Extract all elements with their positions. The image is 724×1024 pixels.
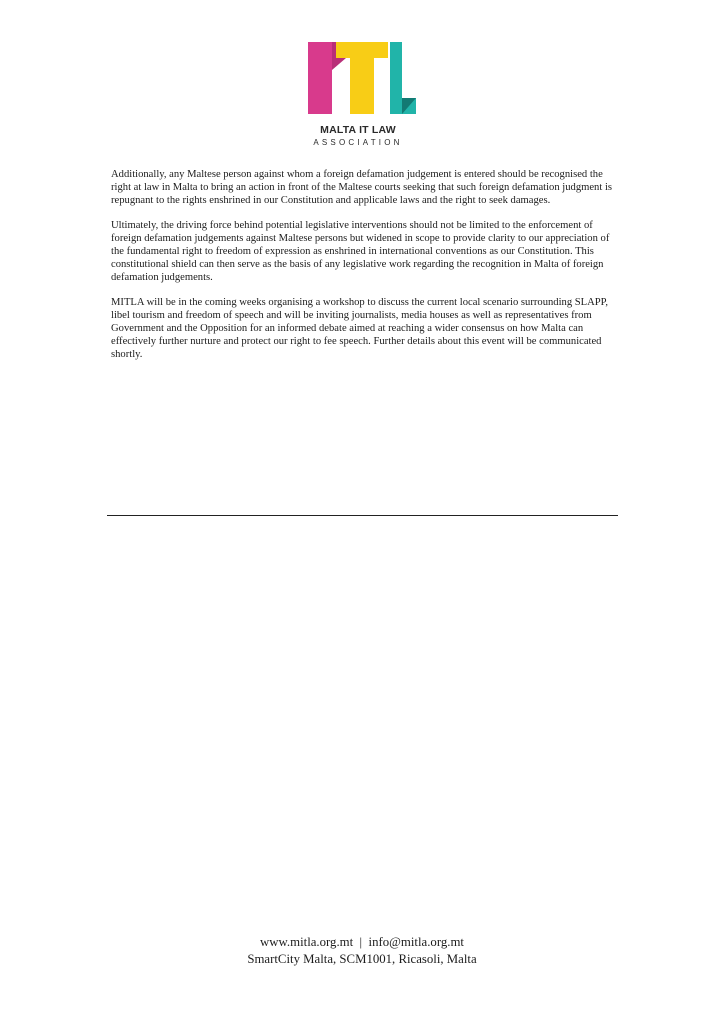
mitla-logo-mark-icon (306, 40, 418, 124)
paragraph-damages: Additionally, any Maltese person against whom a foreign defamation judgement is entered should be recognised the right at law in Malta to bring an action in front of the Maltese courts seeking that such foreign defamation judgment is repugnant to the rights enshrined in our Constitution and applicable laws and the right to seek damages. (111, 169, 613, 207)
document-body (111, 168, 619, 373)
logo-letter-t (336, 42, 388, 114)
horizontal-rule (107, 515, 618, 516)
logo-letter-m (308, 42, 332, 114)
footer (0, 934, 724, 968)
org-name: MALTA IT LAW (320, 124, 396, 136)
paragraph-legislative: Ultimately, the driving force behind potential legislative interventions should not be limited to the enforcement of foreign defamation judgements against Maltese persons but widened in scope to provide clarity to our appreciation of the fundamental right to freedom of expression as enshrined in international conventions as our Constitution. This constitutional shield can then serve as the basis of any legislative work regarding the recognition in Malta of foreign defamation judgements. (111, 219, 610, 284)
org-subtitle: ASSOCIATION (313, 138, 403, 147)
footer-address: SmartCity Malta, SCM1001, Ricasoli, Malta (247, 952, 477, 966)
paragraph-workshop: MITLA will be in the coming weeks organising a workshop to discuss the current local scenario surrounding SLAPP, libel tourism and freedom of speech and will be inviting journalists, media houses as well as representatives from Government and the Opposition for an informed debate aimed at reaching a wider consensus on how Malta can effectively further nurture and protect our right to fee speech. Further details about this event will be communicated shortly. (111, 296, 609, 361)
footer-contact: www.mitla.org.mt | info@mitla.org.mt (260, 935, 464, 949)
